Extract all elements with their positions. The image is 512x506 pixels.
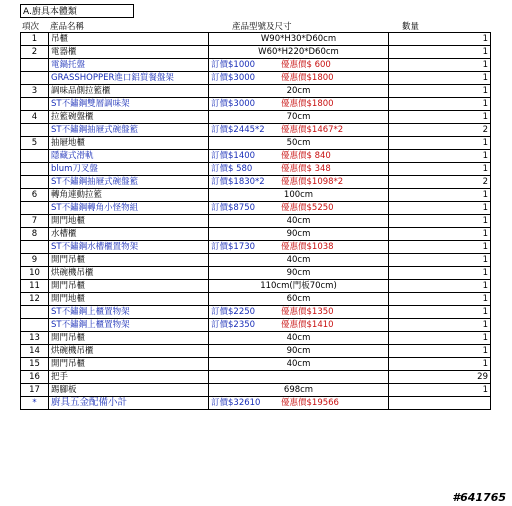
table-row [21, 46, 491, 59]
list-price: 訂價$2350 [211, 320, 256, 330]
document-stamp: #641765 [452, 491, 506, 504]
item-name: 水槽櫃 [49, 228, 209, 241]
item-size-cell [209, 319, 389, 332]
discount-price: 優惠價$ 600 [281, 60, 331, 70]
item-size-cell [209, 293, 389, 306]
item-quantity: 1 [389, 293, 491, 306]
item-number [21, 163, 49, 176]
list-price: 訂價$8750 [211, 203, 256, 213]
total-marker: * [21, 397, 49, 410]
item-size: 110cm(門板70cm) [260, 281, 337, 291]
list-price: 訂價$1400 [211, 151, 256, 161]
item-name: ST不鏽鋼上櫃置物架 [49, 319, 209, 332]
item-number [21, 72, 49, 85]
table-row [21, 111, 491, 124]
item-name: 踢腳板 [49, 384, 209, 397]
discount-price: 優惠價$1350 [281, 307, 334, 317]
item-size: 40cm [286, 255, 311, 265]
item-quantity: 1 [389, 228, 491, 241]
item-size-cell [209, 254, 389, 267]
items-table [20, 32, 491, 410]
table-row [21, 293, 491, 306]
table-row [21, 280, 491, 293]
price-pair [211, 124, 386, 136]
table-row [21, 267, 491, 280]
item-size: 90cm [286, 268, 311, 278]
item-number: 6 [21, 189, 49, 202]
item-number: 16 [21, 371, 49, 384]
discount-price: 優惠價$ 348 [281, 164, 331, 174]
item-size: 90cm [286, 346, 311, 356]
item-number: 11 [21, 280, 49, 293]
list-price: 訂價$3000 [211, 73, 256, 83]
table-row [21, 345, 491, 358]
item-number: 9 [21, 254, 49, 267]
item-size-cell [209, 72, 389, 85]
table-row [21, 384, 491, 397]
item-size-cell [209, 176, 389, 189]
item-size: 70cm [286, 112, 311, 122]
item-size-cell [209, 228, 389, 241]
item-quantity: 1 [389, 306, 491, 319]
item-size-cell [209, 345, 389, 358]
item-size-cell [209, 98, 389, 111]
item-name: 開門地櫃 [49, 293, 209, 306]
item-number: 14 [21, 345, 49, 358]
item-number [21, 124, 49, 137]
item-size: 90cm [286, 229, 311, 239]
item-size: 40cm [286, 359, 311, 369]
item-size-cell [209, 241, 389, 254]
column-headers [20, 20, 490, 32]
total-quantity [389, 397, 491, 410]
price-pair [211, 241, 386, 253]
item-size-cell [209, 111, 389, 124]
header-name: 產品名稱 [50, 22, 85, 32]
item-size-cell [209, 189, 389, 202]
item-size: W90*H30*D60cm [260, 34, 337, 44]
list-price: 訂價$ 580 [211, 164, 253, 174]
item-quantity: 2 [389, 176, 491, 189]
item-number: 10 [21, 267, 49, 280]
item-size: 698cm [283, 385, 314, 395]
item-name: 吊櫃 [49, 33, 209, 46]
item-size-cell [209, 85, 389, 98]
total-label: 廚具五金配備小計 [49, 397, 209, 410]
item-name: 拉籃碗盤櫃 [49, 111, 209, 124]
table-row [21, 137, 491, 150]
item-number: 4 [21, 111, 49, 124]
item-number [21, 98, 49, 111]
table-row [21, 59, 491, 72]
price-pair [211, 176, 386, 188]
item-number: 3 [21, 85, 49, 98]
item-number [21, 241, 49, 254]
item-name: 把手 [49, 371, 209, 384]
item-quantity: 1 [389, 85, 491, 98]
item-quantity: 29 [389, 371, 491, 384]
item-size-cell [209, 384, 389, 397]
item-name: 烘碗機吊櫃 [49, 345, 209, 358]
item-size: W60*H220*D60cm [258, 47, 339, 57]
item-quantity: 1 [389, 59, 491, 72]
item-quantity: 1 [389, 98, 491, 111]
discount-price: 優惠價$1800 [281, 99, 334, 109]
item-size-cell [209, 202, 389, 215]
item-quantity: 1 [389, 384, 491, 397]
item-size-cell [209, 332, 389, 345]
item-name: 調味品側拉籃櫃 [49, 85, 209, 98]
total-discount-price: 優惠價$19566 [281, 398, 339, 408]
item-quantity: 1 [389, 241, 491, 254]
list-price: 訂價$1730 [211, 242, 256, 252]
item-size: 100cm [283, 190, 314, 200]
table-row [21, 72, 491, 85]
list-price: 訂價$3000 [211, 99, 256, 109]
item-name: 烘碗機吊櫃 [49, 267, 209, 280]
list-price: 訂價$1000 [211, 60, 256, 70]
item-name: ST不鏽鋼水槽櫃置物架 [49, 241, 209, 254]
total-price-pair [211, 397, 386, 409]
table-row [21, 176, 491, 189]
total-price-cell [209, 397, 389, 410]
table-row [21, 371, 491, 384]
item-size-cell [209, 371, 389, 384]
table-row [21, 202, 491, 215]
item-quantity: 1 [389, 254, 491, 267]
table-row [21, 150, 491, 163]
item-name: 開門吊櫃 [49, 358, 209, 371]
header-no: 項次 [22, 22, 40, 32]
table-row [21, 33, 491, 46]
list-price: 訂價$2445*2 [211, 125, 265, 135]
table-row [21, 163, 491, 176]
item-size-cell [209, 137, 389, 150]
item-quantity: 1 [389, 345, 491, 358]
item-name: 開門吊櫃 [49, 332, 209, 345]
price-pair [211, 98, 386, 110]
discount-price: 優惠價$1038 [281, 242, 334, 252]
item-number [21, 176, 49, 189]
item-number: 7 [21, 215, 49, 228]
item-name: 電器櫃 [49, 46, 209, 59]
item-number: 1 [21, 33, 49, 46]
discount-price: 優惠價$ 840 [281, 151, 331, 161]
price-pair [211, 163, 386, 175]
item-size-cell [209, 215, 389, 228]
item-name: ST不鏽鋼上櫃置物架 [49, 306, 209, 319]
item-quantity: 1 [389, 137, 491, 150]
item-size: 40cm [286, 333, 311, 343]
item-quantity: 1 [389, 150, 491, 163]
header-qty: 數量 [402, 22, 420, 32]
price-pair [211, 306, 386, 318]
item-number: 8 [21, 228, 49, 241]
item-quantity: 1 [389, 46, 491, 59]
item-name: 隱藏式滑軌 [49, 150, 209, 163]
item-quantity: 1 [389, 267, 491, 280]
discount-price: 優惠價$1800 [281, 73, 334, 83]
item-quantity: 1 [389, 33, 491, 46]
table-row [21, 98, 491, 111]
item-name: 抽屜地櫃 [49, 137, 209, 150]
table-row [21, 332, 491, 345]
item-number: 17 [21, 384, 49, 397]
item-quantity: 1 [389, 189, 491, 202]
item-size-cell [209, 280, 389, 293]
table-row [21, 319, 491, 332]
header-size: 產品型號及尺寸 [232, 22, 292, 32]
item-quantity: 1 [389, 319, 491, 332]
item-number: 5 [21, 137, 49, 150]
item-name: ST不鏽鋼抽屜式碗盤籃 [49, 176, 209, 189]
item-number: 15 [21, 358, 49, 371]
item-size: 40cm [286, 216, 311, 226]
item-size-cell [209, 124, 389, 137]
item-size-cell [209, 59, 389, 72]
item-name: 轉角連動拉籃 [49, 189, 209, 202]
item-name: ST不鏽鋼抽屜式碗盤籃 [49, 124, 209, 137]
item-size: 50cm [286, 138, 311, 148]
price-pair [211, 319, 386, 331]
item-size-cell [209, 358, 389, 371]
item-name: ST不鏽鋼轉角小怪物組 [49, 202, 209, 215]
price-pair [211, 150, 386, 162]
item-size-cell [209, 306, 389, 319]
table-row [21, 254, 491, 267]
table-row [21, 124, 491, 137]
item-size-cell [209, 163, 389, 176]
item-size-cell [209, 46, 389, 59]
item-quantity: 1 [389, 280, 491, 293]
item-size-cell [209, 150, 389, 163]
item-quantity: 1 [389, 358, 491, 371]
discount-price: 優惠價$1098*2 [281, 177, 344, 187]
item-name: 開門地櫃 [49, 215, 209, 228]
item-name: GRASSHOPPER進口鋁質餐盤架 [49, 72, 209, 85]
item-quantity: 1 [389, 202, 491, 215]
item-number: 12 [21, 293, 49, 306]
table-row [21, 306, 491, 319]
total-list-price: 訂價$32610 [211, 398, 261, 408]
item-name: ST不鏽鋼雙層調味架 [49, 98, 209, 111]
item-quantity: 1 [389, 215, 491, 228]
item-quantity: 1 [389, 111, 491, 124]
item-number: 2 [21, 46, 49, 59]
discount-price: 優惠價$1467*2 [281, 125, 344, 135]
discount-price: 優惠價$1410 [281, 320, 334, 330]
table-row [21, 228, 491, 241]
item-quantity: 2 [389, 124, 491, 137]
discount-price: 優惠價$5250 [281, 203, 334, 213]
item-name: 開門吊櫃 [49, 254, 209, 267]
table-row [21, 85, 491, 98]
item-name: 開門吊櫃 [49, 280, 209, 293]
list-price: 訂價$1830*2 [211, 177, 265, 187]
item-size-cell [209, 267, 389, 280]
item-quantity: 1 [389, 163, 491, 176]
price-pair [211, 202, 386, 214]
item-number [21, 319, 49, 332]
item-size-cell [209, 33, 389, 46]
table-row [21, 215, 491, 228]
item-size: 60cm [286, 294, 311, 304]
item-number [21, 59, 49, 72]
list-price: 訂價$2250 [211, 307, 256, 317]
price-pair [211, 72, 386, 84]
item-size: 20cm [286, 86, 311, 96]
total-row [21, 397, 491, 410]
item-name: 電鍋托盤 [49, 59, 209, 72]
item-number [21, 150, 49, 163]
item-quantity: 1 [389, 332, 491, 345]
item-number [21, 202, 49, 215]
item-number [21, 306, 49, 319]
item-name: blum刀叉盤 [49, 163, 209, 176]
table-row [21, 358, 491, 371]
price-pair [211, 59, 386, 71]
table-row [21, 241, 491, 254]
section-title: A.廚具本體類 [20, 4, 134, 18]
table-row [21, 189, 491, 202]
item-quantity: 1 [389, 72, 491, 85]
item-number: 13 [21, 332, 49, 345]
